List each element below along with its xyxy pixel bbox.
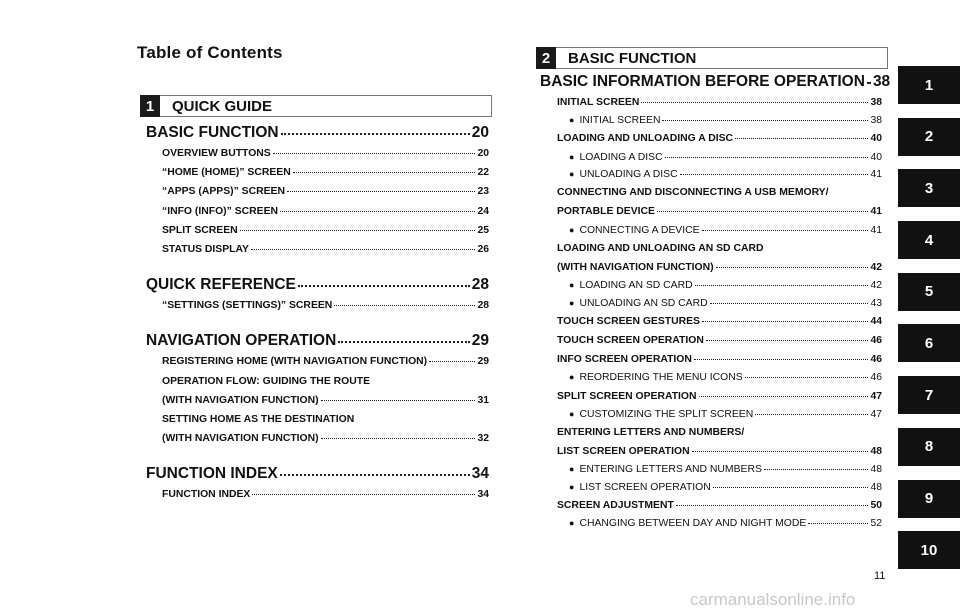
bullet-icon: ● xyxy=(569,408,575,419)
dot-leader xyxy=(735,138,868,139)
toc-entry-title: STATUS DISPLAY xyxy=(162,243,249,255)
dot-leader xyxy=(680,174,869,175)
toc-entry xyxy=(557,331,882,350)
dot-leader xyxy=(252,494,475,495)
toc-subentry-title: ENTERING LETTERS AND NUMBERS xyxy=(579,464,762,476)
toc-entry-title: “SETTINGS (SETTINGS)” SCREEN xyxy=(162,300,333,312)
dot-leader xyxy=(755,414,868,415)
toc-subentry xyxy=(557,515,882,532)
toc-subentry xyxy=(557,461,882,478)
toc-entry-line: OPERATION FLOW: GUIDING THE ROUTE xyxy=(162,375,370,387)
dot-leader xyxy=(240,230,476,231)
dot-leader xyxy=(676,505,869,506)
toc-entry-title: “APPS (APPS)” SCREEN xyxy=(162,186,285,198)
toc-entry-page: 38 xyxy=(870,97,882,108)
toc-heading xyxy=(146,122,489,144)
toc-subentry xyxy=(557,277,882,294)
toc-entry xyxy=(557,129,882,148)
toc-subentry-title: UNLOADING AN SD CARD xyxy=(579,297,708,309)
toc-entry-title: LOADING AND UNLOADING A DISC xyxy=(557,133,734,145)
toc-entry-group xyxy=(146,296,489,315)
toc-subentry-page: 41 xyxy=(870,224,882,236)
toc-entry-page: 29 xyxy=(477,356,489,368)
dot-leader xyxy=(692,451,869,452)
toc-entry-line: LOADING AND UNLOADING AN SD CARD xyxy=(557,242,764,254)
toc-entry-title: (WITH NAVIGATION FUNCTION) xyxy=(557,262,714,274)
dot-leader xyxy=(867,82,871,84)
dot-leader xyxy=(695,285,869,286)
dot-leader xyxy=(273,153,476,154)
bullet-icon: ● xyxy=(569,481,575,492)
dot-leader xyxy=(251,249,475,250)
toc-entry-page: 26 xyxy=(477,243,489,255)
toc-subentry-title: CONNECTING A DEVICE xyxy=(579,224,700,236)
toc-entry xyxy=(557,202,882,221)
toc-subentry-page: 52 xyxy=(870,518,882,530)
dot-leader xyxy=(694,359,869,360)
toc-entry-title: LIST SCREEN OPERATION xyxy=(557,446,690,458)
toc-entry xyxy=(557,350,882,369)
toc-entry-title: “HOME (HOME)” SCREEN xyxy=(162,167,291,179)
toc-subentry-title: UNLOADING A DISC xyxy=(579,168,678,180)
toc-subentry xyxy=(557,479,882,496)
toc-entry-page: 20 xyxy=(477,148,489,159)
bullet-icon: ● xyxy=(569,115,575,126)
toc-entry-page: 44 xyxy=(870,315,882,327)
toc-entry-line: SETTING HOME AS THE DESTINATION xyxy=(162,413,355,425)
toc-subentry-page: 43 xyxy=(870,297,882,309)
page-title: Table of Contents xyxy=(137,43,283,62)
toc-heading-title: QUICK REFERENCE xyxy=(146,276,296,294)
dot-leader xyxy=(657,211,868,212)
toc-entry-title: SCREEN ADJUSTMENT xyxy=(557,500,674,512)
toc-heading-title: BASIC INFORMATION BEFORE OPERATION xyxy=(540,73,865,90)
toc-entry xyxy=(557,496,882,515)
chapter-tabs xyxy=(898,66,960,583)
dot-leader xyxy=(321,400,476,401)
toc-entry-group xyxy=(540,93,884,533)
toc-entry-title: OVERVIEW BUTTONS xyxy=(162,148,271,159)
toc-entry-title: (WITH NAVIGATION FUNCTION) xyxy=(162,394,319,406)
toc-subentry-page: 41 xyxy=(870,168,882,180)
toc-entry xyxy=(557,387,882,406)
toc-entry-title: PORTABLE DEVICE xyxy=(557,206,655,218)
toc-subentry xyxy=(557,149,882,166)
toc-subentry xyxy=(557,295,882,312)
toc-entry-page: 34 xyxy=(477,489,489,501)
toc-subentry xyxy=(557,406,882,423)
toc-subentry-title: CHANGING BETWEEN DAY AND NIGHT MODE xyxy=(579,518,807,530)
toc-entry-page: 46 xyxy=(870,335,882,346)
dot-leader xyxy=(641,102,868,103)
toc-entry-title: (WITH NAVIGATION FUNCTION) xyxy=(162,433,319,445)
dot-leader xyxy=(293,172,476,173)
toc-entry-page: 47 xyxy=(870,390,882,402)
dot-leader xyxy=(706,340,869,341)
toc-heading-page: 29 xyxy=(471,332,489,350)
toc-entry-page: 24 xyxy=(477,205,489,217)
toc-entry-page: 28 xyxy=(477,300,489,312)
chapter-tab-9[interactable]: 9 xyxy=(898,480,960,518)
toc-entry xyxy=(162,391,489,410)
toc-entry-page: 50 xyxy=(870,500,882,512)
bullet-icon: ● xyxy=(569,151,575,162)
toc-entry-title: FUNCTION INDEX xyxy=(162,489,251,501)
toc-heading-page: 28 xyxy=(471,276,489,294)
dot-leader xyxy=(764,469,869,470)
bullet-icon: ● xyxy=(569,224,575,235)
section-1-number: 1 xyxy=(140,95,160,117)
chapter-tab-8[interactable]: 8 xyxy=(898,428,960,466)
toc-entry-line: ENTERING LETTERS AND NUMBERS/ xyxy=(557,427,745,439)
dot-leader xyxy=(334,305,475,306)
toc-entry-page: 46 xyxy=(870,354,882,366)
toc-subentry-title: INITIAL SCREEN xyxy=(579,115,661,127)
chapter-tab-2[interactable]: 2 xyxy=(898,118,960,156)
toc-subentry-page: 48 xyxy=(870,464,882,476)
toc-entry xyxy=(162,485,489,504)
section-2-title: BASIC FUNCTION xyxy=(568,49,697,67)
dot-leader xyxy=(710,303,869,304)
toc-heading xyxy=(146,463,489,485)
toc-entry xyxy=(162,296,489,315)
dot-leader xyxy=(662,120,868,121)
toc-entry-group xyxy=(146,352,489,448)
chapter-tab-5[interactable]: 5 xyxy=(898,273,960,311)
toc-subentry-title: LOADING A DISC xyxy=(579,151,663,163)
toc-subentry xyxy=(557,222,882,239)
bullet-icon: ● xyxy=(569,518,575,529)
toc-entry xyxy=(557,93,882,112)
dot-leader xyxy=(665,157,869,158)
toc-heading-page: 20 xyxy=(471,124,489,141)
toc-entry-page: 40 xyxy=(870,133,882,145)
toc-subentry xyxy=(557,166,882,183)
toc-entry-group xyxy=(146,144,489,259)
bullet-icon: ● xyxy=(569,280,575,291)
section-2-number: 2 xyxy=(536,47,556,69)
dot-leader xyxy=(702,321,868,322)
chapter-tab-4[interactable]: 4 xyxy=(898,221,960,259)
toc-heading-page: 34 xyxy=(471,465,489,483)
toc-entry-page: 22 xyxy=(477,167,489,179)
toc-entry-page: 41 xyxy=(870,206,882,218)
toc-heading-title: BASIC FUNCTION xyxy=(146,124,279,141)
dot-leader xyxy=(713,487,869,488)
toc-subentry-title: LIST SCREEN OPERATION xyxy=(579,481,711,493)
toc-heading-title: NAVIGATION OPERATION xyxy=(146,332,337,350)
toc-entry-group xyxy=(146,485,489,504)
bullet-icon: ● xyxy=(569,168,575,179)
dot-leader xyxy=(287,191,475,192)
toc-entry-title: SPLIT SCREEN xyxy=(162,224,238,236)
toc-entry-title: “INFO (INFO)” SCREEN xyxy=(162,205,279,217)
toc-subentry-page: 46 xyxy=(870,372,882,384)
toc-entry xyxy=(162,182,489,201)
bullet-icon: ● xyxy=(569,372,575,383)
toc-subentry xyxy=(557,112,882,129)
dot-leader xyxy=(280,211,475,212)
chapter-tab-1[interactable]: 1 xyxy=(898,66,960,104)
toc-entry-title: TOUCH SCREEN OPERATION xyxy=(557,335,704,346)
section-1-contents xyxy=(146,122,489,504)
toc-subentry-page: 47 xyxy=(870,408,882,420)
toc-entry xyxy=(557,442,882,461)
toc-subentry-page: 40 xyxy=(870,151,882,163)
chapter-tab-7[interactable]: 7 xyxy=(898,376,960,414)
dot-leader xyxy=(716,267,869,268)
toc-entry-page: 48 xyxy=(870,446,882,458)
chapter-tab-3[interactable]: 3 xyxy=(898,169,960,207)
toc-entry-title: INFO SCREEN OPERATION xyxy=(557,354,692,366)
toc-entry xyxy=(162,163,489,182)
dot-leader xyxy=(702,230,869,231)
toc-entry-title: SPLIT SCREEN OPERATION xyxy=(557,390,697,402)
chapter-tab-6[interactable]: 6 xyxy=(898,324,960,362)
toc-entry xyxy=(162,429,489,448)
dot-leader xyxy=(280,474,470,476)
dot-leader xyxy=(699,396,869,397)
toc-entry xyxy=(162,202,489,221)
toc-entry-page: 25 xyxy=(477,224,489,236)
toc-entry-page: 31 xyxy=(477,394,489,406)
toc-heading xyxy=(540,71,891,93)
dot-leader xyxy=(321,438,476,439)
toc-entry xyxy=(162,144,489,163)
toc-entry-title: REGISTERING HOME (WITH NAVIGATION FUNCTION) xyxy=(162,356,428,368)
toc-entry-page: 23 xyxy=(477,186,489,198)
toc-entry xyxy=(557,258,882,277)
toc-heading xyxy=(146,330,489,352)
toc-entry xyxy=(162,221,489,240)
dot-leader xyxy=(429,361,475,362)
section-2-contents xyxy=(540,71,891,533)
toc-subentry-page: 38 xyxy=(870,115,882,127)
toc-entry xyxy=(162,352,489,371)
dot-leader xyxy=(281,133,470,135)
dot-leader xyxy=(298,285,470,287)
toc-entry-page: 42 xyxy=(870,262,882,274)
bullet-icon: ● xyxy=(569,297,575,308)
toc-entry-title: TOUCH SCREEN GESTURES xyxy=(557,315,700,327)
section-2-header xyxy=(536,47,888,69)
toc-entry xyxy=(557,312,882,331)
toc-subentry-title: REORDERING THE MENU ICONS xyxy=(579,372,743,384)
section-1-header xyxy=(140,95,492,117)
toc-subentry-title: LOADING AN SD CARD xyxy=(579,280,693,292)
dot-leader xyxy=(808,523,868,524)
toc-subentry-title: CUSTOMIZING THE SPLIT SCREEN xyxy=(579,408,754,420)
toc-entry-title: INITIAL SCREEN xyxy=(557,97,640,108)
section-1-title: QUICK GUIDE xyxy=(172,97,273,115)
toc-subentry xyxy=(557,369,882,386)
page-number: 11 xyxy=(874,570,886,582)
toc-entry-page: 32 xyxy=(477,433,489,445)
toc-heading xyxy=(146,274,489,296)
dot-leader xyxy=(338,341,469,343)
toc-subentry-page: 42 xyxy=(870,280,882,292)
chapter-tab-10[interactable]: 10 xyxy=(898,531,960,569)
toc-heading-title: FUNCTION INDEX xyxy=(146,465,278,483)
watermark: carmanualsonline.info xyxy=(690,590,856,609)
bullet-icon: ● xyxy=(569,464,575,475)
dot-leader xyxy=(745,377,869,378)
toc-subentry-page: 48 xyxy=(870,481,882,493)
toc-heading-page: 38 xyxy=(872,73,891,90)
toc-entry xyxy=(162,240,489,259)
toc-entry-line: CONNECTING AND DISCONNECTING A USB MEMORY/ xyxy=(557,187,829,199)
